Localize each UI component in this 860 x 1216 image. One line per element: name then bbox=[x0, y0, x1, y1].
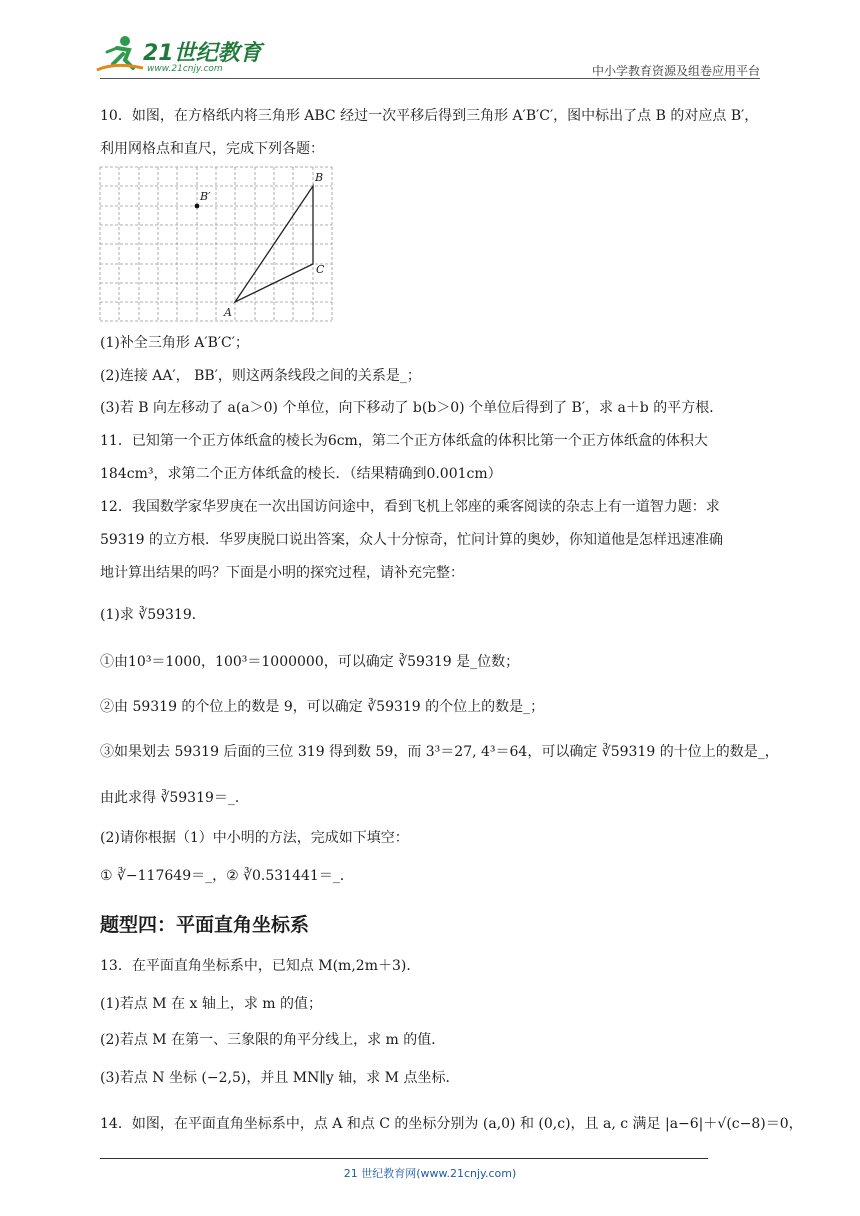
text-line: (3)若点 N 坐标 (−2,5)，并且 MN∥y 轴，求 M 点坐标． bbox=[100, 1070, 460, 1086]
text-line: (3)若 B 向左移动了 a(a＞0) 个单位，向下移动了 b(b＞0) 个单位后得到了 B′，求 a＋b 的平方根． bbox=[100, 400, 724, 416]
text-line: (2)若点 M 在第一、三象限的角平分线上，求 m 的值． bbox=[100, 1032, 446, 1048]
section-title: 题型四：平面直角坐标系 bbox=[100, 914, 310, 936]
text-line: 地计算出结果的吗？下面是小明的探究过程，请补充完整： bbox=[100, 565, 464, 581]
text-line: 13．在平面直角坐标系中，已知点 M(m,2m＋3)． bbox=[100, 958, 421, 974]
text-line: (1)补全三角形 A′B′C′； bbox=[100, 335, 249, 351]
text-line: 10．如图，在方格纸内将三角形 ABC 经过一次平移后得到三角形 A′B′C′，图中标出了点 B 的对应点 B′， bbox=[100, 108, 759, 124]
header bbox=[95, 30, 760, 80]
text-line: (1)求 ∛59319． bbox=[100, 607, 206, 623]
grid-lines bbox=[100, 167, 332, 321]
text-line: 59319 的立方根．华罗庚脱口说出答案，众人十分惊奇，忙问计算的奥妙，你知道他是怎样迅速准确 bbox=[100, 532, 723, 548]
text-line: (2)请你根据（1）中小明的方法，完成如下填空： bbox=[100, 830, 409, 846]
text-line: ②由 59319 的个位上的数是 9，可以确定 ∛59319 的个位上的数是_； bbox=[100, 699, 545, 715]
text-line: 184cm³，求第二个正方体纸盒的棱长．（结果精确到0.001cm） bbox=[100, 466, 502, 482]
text-line: (2)连接 AA′， BB′，则这两条线段之间的关系是_； bbox=[100, 368, 421, 384]
text-line: (1)若点 M 在 x 轴上，求 m 的值； bbox=[100, 996, 323, 1012]
text-line: 由此求得 ∛59319＝_． bbox=[100, 790, 249, 806]
label-a: A bbox=[224, 306, 232, 319]
header-right-text: 中小学教育资源及组卷应用平台 bbox=[591, 64, 760, 78]
label-b-prime: B′ bbox=[200, 190, 211, 203]
text-line: 12．我国数学家华罗庚在一次出国访问途中，看到飞机上邻座的乘客阅读的杂志上有一道智力题：求 bbox=[100, 499, 720, 515]
footer-text: 21 世纪教育网(www.21cnjy.com) bbox=[343, 1167, 517, 1180]
text-line: 利用网格点和直尺，完成下列各题： bbox=[100, 141, 324, 157]
logo-text: 21世纪教育 bbox=[143, 41, 262, 66]
text-line: 11．已知第一个正方体纸盒的棱长为6cm，第二个正方体纸盒的体积比第一个正方体纸盒的体积大 bbox=[100, 433, 708, 449]
footer-rule bbox=[100, 1158, 708, 1159]
logo-url: www.21cnjy.com bbox=[147, 64, 223, 74]
label-c: C bbox=[316, 263, 325, 276]
label-b: B bbox=[315, 171, 324, 184]
text-line: ①由10³＝1000，100³＝1000000，可以确定 ∛59319 是_位数； bbox=[100, 654, 520, 670]
point-b-prime bbox=[195, 204, 200, 209]
logo-runner-icon bbox=[95, 34, 145, 74]
header-rule bbox=[100, 78, 760, 79]
text-line: ① ∛−117649＝_，② ∛0.531441＝_． bbox=[100, 868, 354, 884]
text-line: 14．如图，在平面直角坐标系中，点 A 和点 C 的坐标分别为 (a,0) 和 (0,c)，且 a, c 满足 |a−6|＋√(c−8)＝0， bbox=[100, 1116, 803, 1132]
grid-figure bbox=[99, 166, 335, 322]
text-line: ③如果划去 59319 后面的三位 319 得到数 59，而 3³＝27, 4³＝64，可以确定 ∛59319 的十位上的数是_， bbox=[100, 744, 779, 760]
